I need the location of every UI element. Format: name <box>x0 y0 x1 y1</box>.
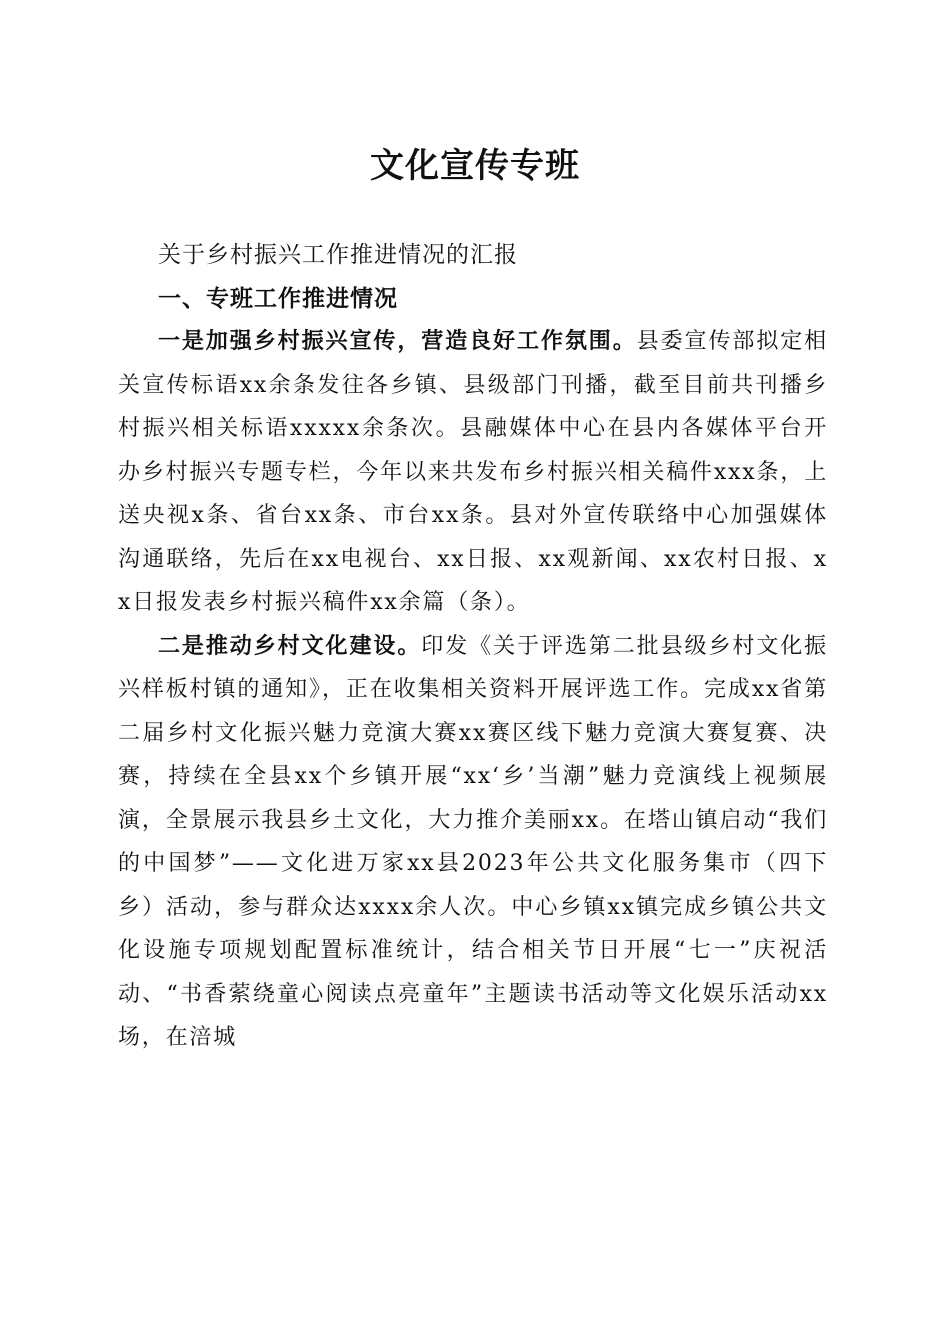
document-body <box>118 320 828 1060</box>
paragraph-1 <box>118 320 828 625</box>
paragraph-1-lead: 一是加强乡村振兴宣传，营造良好工作氛围。 <box>158 328 637 354</box>
section-heading: 一、专班工作推进情况 <box>158 286 398 312</box>
paragraph-1-text: 县委宣传部拟定相关宣传标语xx余条发往各乡镇、县级部门刊播，截至目前共刊播乡村振兴相关标语xxxxx余条次。县融媒体中心在县内各媒体平台开办乡村振兴专题专栏，今年以来共发布乡村振兴相关稿件xxx条，上送央视x条、省台xx条、市台xx条。县对外宣传联络中心加强媒体沟通联络，先后在xx电视台、xx日报、xx观新闻、xx农村日报、xx日报发表乡村振兴稿件xx余篇（条）。 <box>118 329 828 615</box>
document-subtitle: 关于乡村振兴工作推进情况的汇报 <box>158 242 518 268</box>
paragraph-2-text: 印发《关于评选第二批县级乡村文化振兴样板村镇的通知》，正在收集相关资料开展评选工作。完成xx省第二届乡村文化振兴魅力竞演大赛xx赛区线下魅力竞演大赛复赛、决赛，持续在全县xx个乡镇开展“xx‘乡’当潮”魅力竞演线上视频展演，全景展示我县乡土文化，大力推介美丽xx。在塔山镇启动“我们的中国梦”——文化进万家xx县2023年公共文化服务集市（四下乡）活动，参与群众达xxxx余人次。中心乡镇xx镇完成乡镇公共文化设施专项规划配置标准统计，结合相关节日开展“七一”庆祝活动、“书香萦绕童心阅读点亮童年”主题读书活动等文化娱乐活动xx场，在涪城 <box>118 633 828 1050</box>
paragraph-2 <box>118 625 828 1060</box>
document-title: 文化宣传专班 <box>370 146 580 186</box>
paragraph-2-lead: 二是推动乡村文化建设。 <box>158 632 422 659</box>
